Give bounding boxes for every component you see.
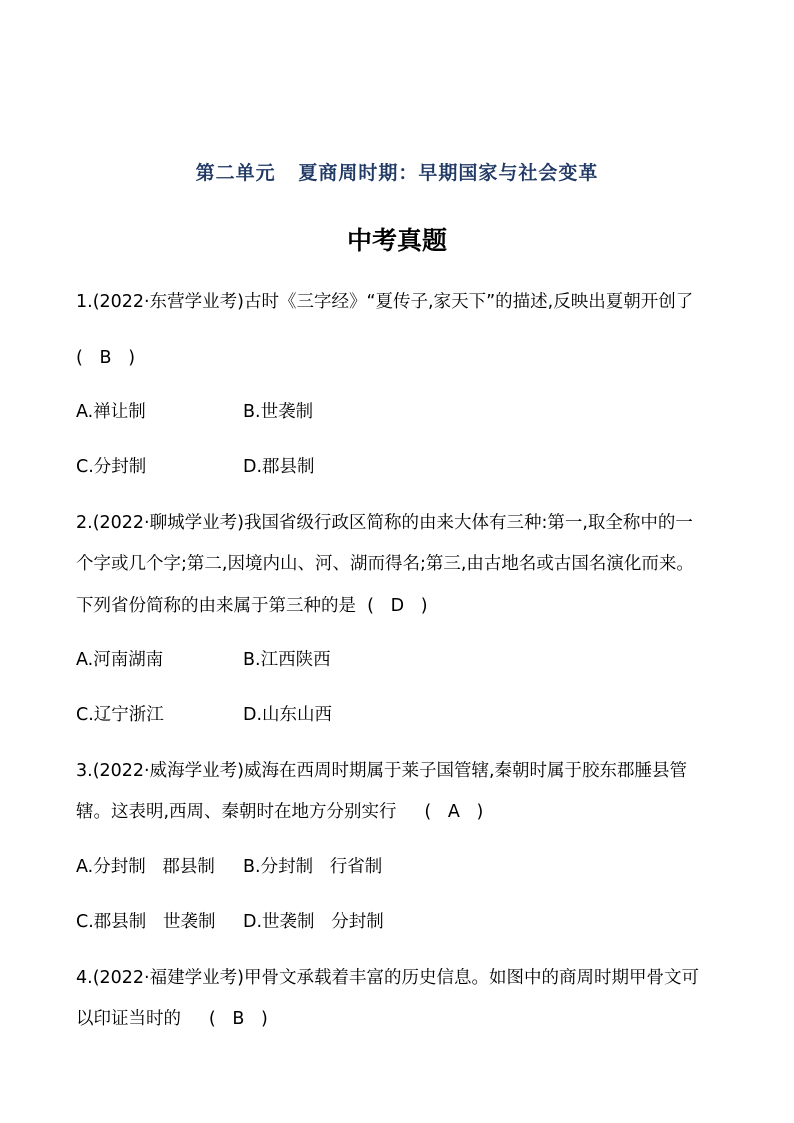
question-2-option-c: C.辽宁浙江 xyxy=(76,705,164,725)
question-2-stem-line-2: 个字或几个字;第二,因境内山、河、湖而得名;第三,由古地名或古国名演化而来。 xyxy=(76,554,694,574)
question-3-option-d: D.世袭制 分封制 xyxy=(243,912,384,932)
question-2-stem-line-1: 2.(2022·聊城学业考)我国省级行政区简称的由来大体有三种:第一,取全称中的一 xyxy=(76,513,693,533)
question-2-option-a: A.河南湖南 xyxy=(76,650,164,670)
question-1-option-d: D.郡县制 xyxy=(243,457,315,477)
question-1-option-c: C.分封制 xyxy=(76,457,147,477)
question-1-option-b: B.世袭制 xyxy=(243,402,314,422)
unit-title: 第二单元 夏商周时期：早期国家与社会变革 xyxy=(195,162,599,184)
question-2-stem-line-3: 下列省份简称的由来属于第三种的是 ( D ) xyxy=(76,596,428,616)
question-3-stem-line-1: 3.(2022·威海学业考)威海在西周时期属于莱子国管辖,秦朝时属于胶东郡腄县管 xyxy=(76,761,688,781)
question-3-option-b: B.分封制 行省制 xyxy=(243,857,383,877)
question-2-option-b: B.江西陕西 xyxy=(243,650,331,670)
question-1-stem-line-1: 1.(2022·东营学业考)古时《三字经》“夏传子,家天下”的描述,反映出夏朝开创了 xyxy=(76,292,694,312)
question-4-stem-line-1: 4.(2022·福建学业考)甲骨文承载着丰富的历史信息。如图中的商周时期甲骨文可 xyxy=(76,968,699,988)
question-1-option-a: A.禅让制 xyxy=(76,402,146,422)
question-3-option-a: A.分封制 郡县制 xyxy=(76,857,215,877)
section-title: 中考真题 xyxy=(346,226,447,255)
question-1-answer-line: ( B ) xyxy=(76,348,136,368)
question-3-option-c: C.郡县制 世袭制 xyxy=(76,912,216,932)
question-3-stem-line-2: 辖。这表明,西周、秦朝时在地方分别实行 ( A ) xyxy=(76,802,484,822)
question-4-stem-line-2: 以印证当时的 ( B ) xyxy=(76,1009,268,1029)
question-2-option-d: D.山东山西 xyxy=(243,705,333,725)
